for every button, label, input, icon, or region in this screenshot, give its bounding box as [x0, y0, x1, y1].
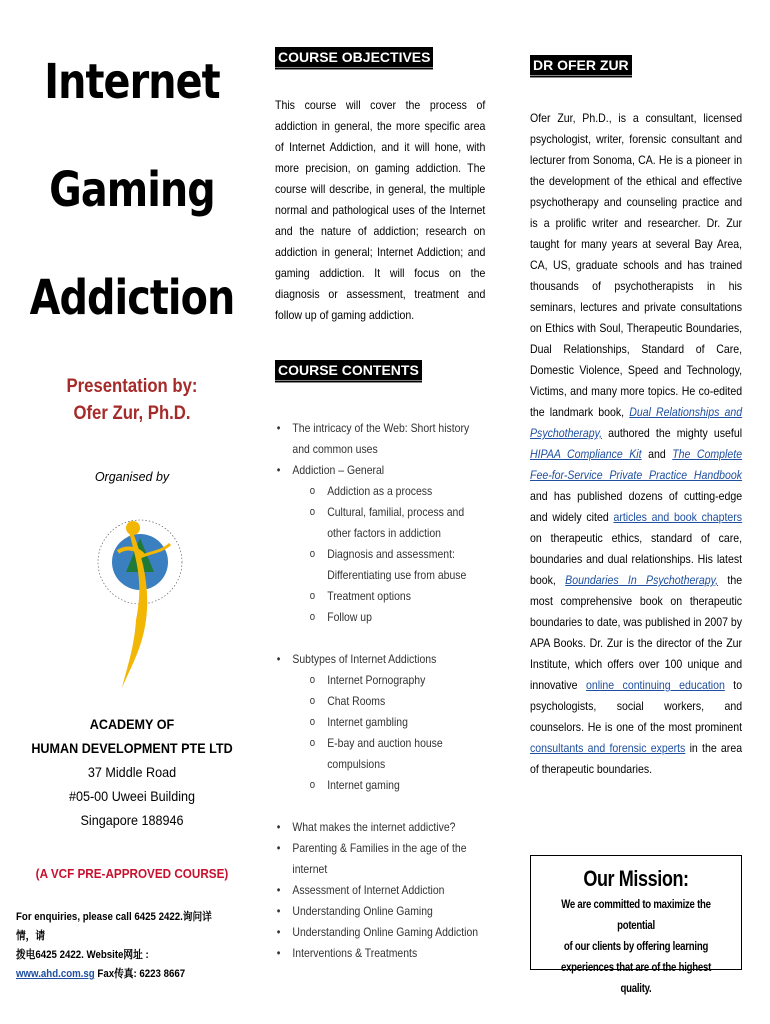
course-contents-list [275, 418, 482, 964]
bio-text: authored the mighty useful [608, 426, 743, 440]
website-link[interactable]: www.ahd.com.sg [16, 968, 95, 980]
list-item: • What makes the internet addictive? [275, 817, 482, 838]
sub-list-item: o E-bay and auction house compulsions [275, 733, 482, 775]
bio-text: Ofer Zur, Ph.D., is a consultant, licensed psychologist, writer, forensic consultant and lecturer from Sonoma, CA. He is a pioneer in the development of the ethical and effective psychotherapy and counseling practice and is a prolific writer and researcher. Dr. Zur taught for many years at several Bay Area, CA, US, graduate schools and has trained thousands of psychotherapists in his seminars, lectures and private consultations on Ethics with Soul, Therapeutic Boundaries, Dual Relationships, Standard of Care, Domestic Violence, Speed and Technology, Victims, and many more topics. He co-edited the landmark book, [530, 111, 743, 419]
sub-list-item: o Internet gambling [275, 712, 482, 733]
title-line-1: Internet [44, 54, 220, 110]
bio-text: and has published dozens of cutting-edge and widely cited [530, 489, 743, 524]
list-item: • The intricacy of the Web: Short history and common uses [275, 418, 482, 460]
mission-box [530, 855, 742, 995]
enquiries-line-2: 拨电6425 2422. Website网址 : [16, 949, 149, 961]
academy-name-line-2: HUMAN DEVELOPMENT PTE LTD [31, 740, 233, 756]
academy-name-line-1: ACADEMY OF [89, 716, 175, 732]
presentation-block [32, 373, 233, 427]
list-item: • Subtypes of Internet Addictions [275, 649, 482, 670]
course-contents-header: COURSE CONTENTS [275, 360, 422, 383]
sub-list-item: o Chat Rooms [275, 691, 482, 712]
forensic-experts-link[interactable]: consultants and forensic experts [530, 741, 686, 755]
address-line-2: #05-00 Uweei Building [68, 788, 196, 804]
dual-relationships-link[interactable]: Dual Relationships and Psychotherapy, [530, 405, 743, 440]
list-item: • Assessment of Internet Addiction [275, 880, 482, 901]
fax-number: Fax传真: 6223 8667 [97, 968, 186, 980]
academy-logo [78, 500, 198, 700]
hipaa-kit-link[interactable]: HIPAA Compliance Kit [530, 447, 642, 461]
contact-line [16, 965, 220, 984]
organised-by-label: Organised by [94, 470, 170, 484]
list-spacer [275, 628, 482, 649]
sub-list-item: o Diagnosis and assessment: Differentiating use from abuse [275, 544, 482, 586]
sub-list-item: o Addiction as a process [275, 481, 482, 502]
course-objectives-text: This course will cover the process of addiction in general, the more specific area of Internet Addiction, and it will hone, with more precision, on gaming addiction. The course will describe, in general, the multiple normal and pathological uses of the Internet and the nature of addiction; research on addiction in general; Internet Addiction; and gaming addiction. It will focus on the diagnosis or assessment, treatment and follow up of gaming addiction. [275, 98, 486, 322]
presentation-by-label: Presentation by: [66, 376, 198, 397]
sub-list-item: o Treatment options [275, 586, 482, 607]
list-item: • Addiction – General [275, 460, 482, 481]
sub-list-item: o Internet gaming [275, 775, 482, 796]
sub-list-item: o Internet Pornography [275, 670, 482, 691]
mission-line-3: experiences that are of the highest quality. [560, 960, 712, 995]
articles-link[interactable]: articles and book chapters [613, 510, 743, 524]
mission-line-2: of our clients by offering learning [563, 939, 709, 953]
bio-text: to psychologists, social workers, and counselors. He is one of the most prominent [530, 678, 743, 734]
enquiries-block [16, 908, 220, 984]
dr-zur-header: DR OFER ZUR [530, 55, 632, 78]
title-line-2: Gaming [49, 162, 215, 218]
address-line-3: Singapore 188946 [80, 812, 184, 828]
boundaries-book-link[interactable]: Boundaries In Psychotherapy, [565, 573, 719, 587]
sub-list-item: o Follow up [275, 607, 482, 628]
vcf-approval-note: (A VCF PRE-APPROVED COURSE) [35, 866, 229, 881]
presenter-name: Ofer Zur, Ph.D. [73, 403, 191, 424]
bio-text: the most comprehensive book on therapeutic boundaries to date, was published in 2007 by APA Books. Dr. Zur is the director of the Zur Institute, which offers over 100 unique and innovative [530, 573, 743, 692]
online-education-link[interactable]: online continuing education [585, 678, 725, 692]
academy-address [29, 712, 234, 832]
list-item: • Parenting & Families in the age of the internet [275, 838, 482, 880]
bio-text: in the area of therapeutic boundaries. [530, 741, 743, 776]
mission-line-1: We are committed to maximize the potential [561, 897, 711, 932]
bio-text: and [648, 447, 666, 461]
list-spacer [275, 796, 482, 817]
dr-zur-bio [530, 108, 742, 780]
sub-list-item: o Cultural, familial, process and other factors in addiction [275, 502, 482, 544]
mission-statement [552, 894, 720, 999]
enquiries-line-1: For enquiries, please call 6425 2422.询问详情，请 [16, 911, 212, 942]
bio-text: on therapeutic ethics, standard of care, boundaries and dual relationships. His latest book, [530, 531, 743, 587]
practice-handbook-link[interactable]: The Complete Fee-for-Service Private Practice Handbook [530, 447, 743, 482]
list-item: • Understanding Online Gaming Addiction [275, 922, 482, 943]
address-line-1: 37 Middle Road [87, 764, 177, 780]
list-item: • Interventions & Treatments [275, 943, 482, 964]
course-objectives-header: COURSE OBJECTIVES [275, 47, 433, 70]
title-line-3: Addiction [29, 270, 235, 326]
list-item: • Understanding Online Gaming [275, 901, 482, 922]
mission-title: Our Mission: [583, 866, 689, 891]
